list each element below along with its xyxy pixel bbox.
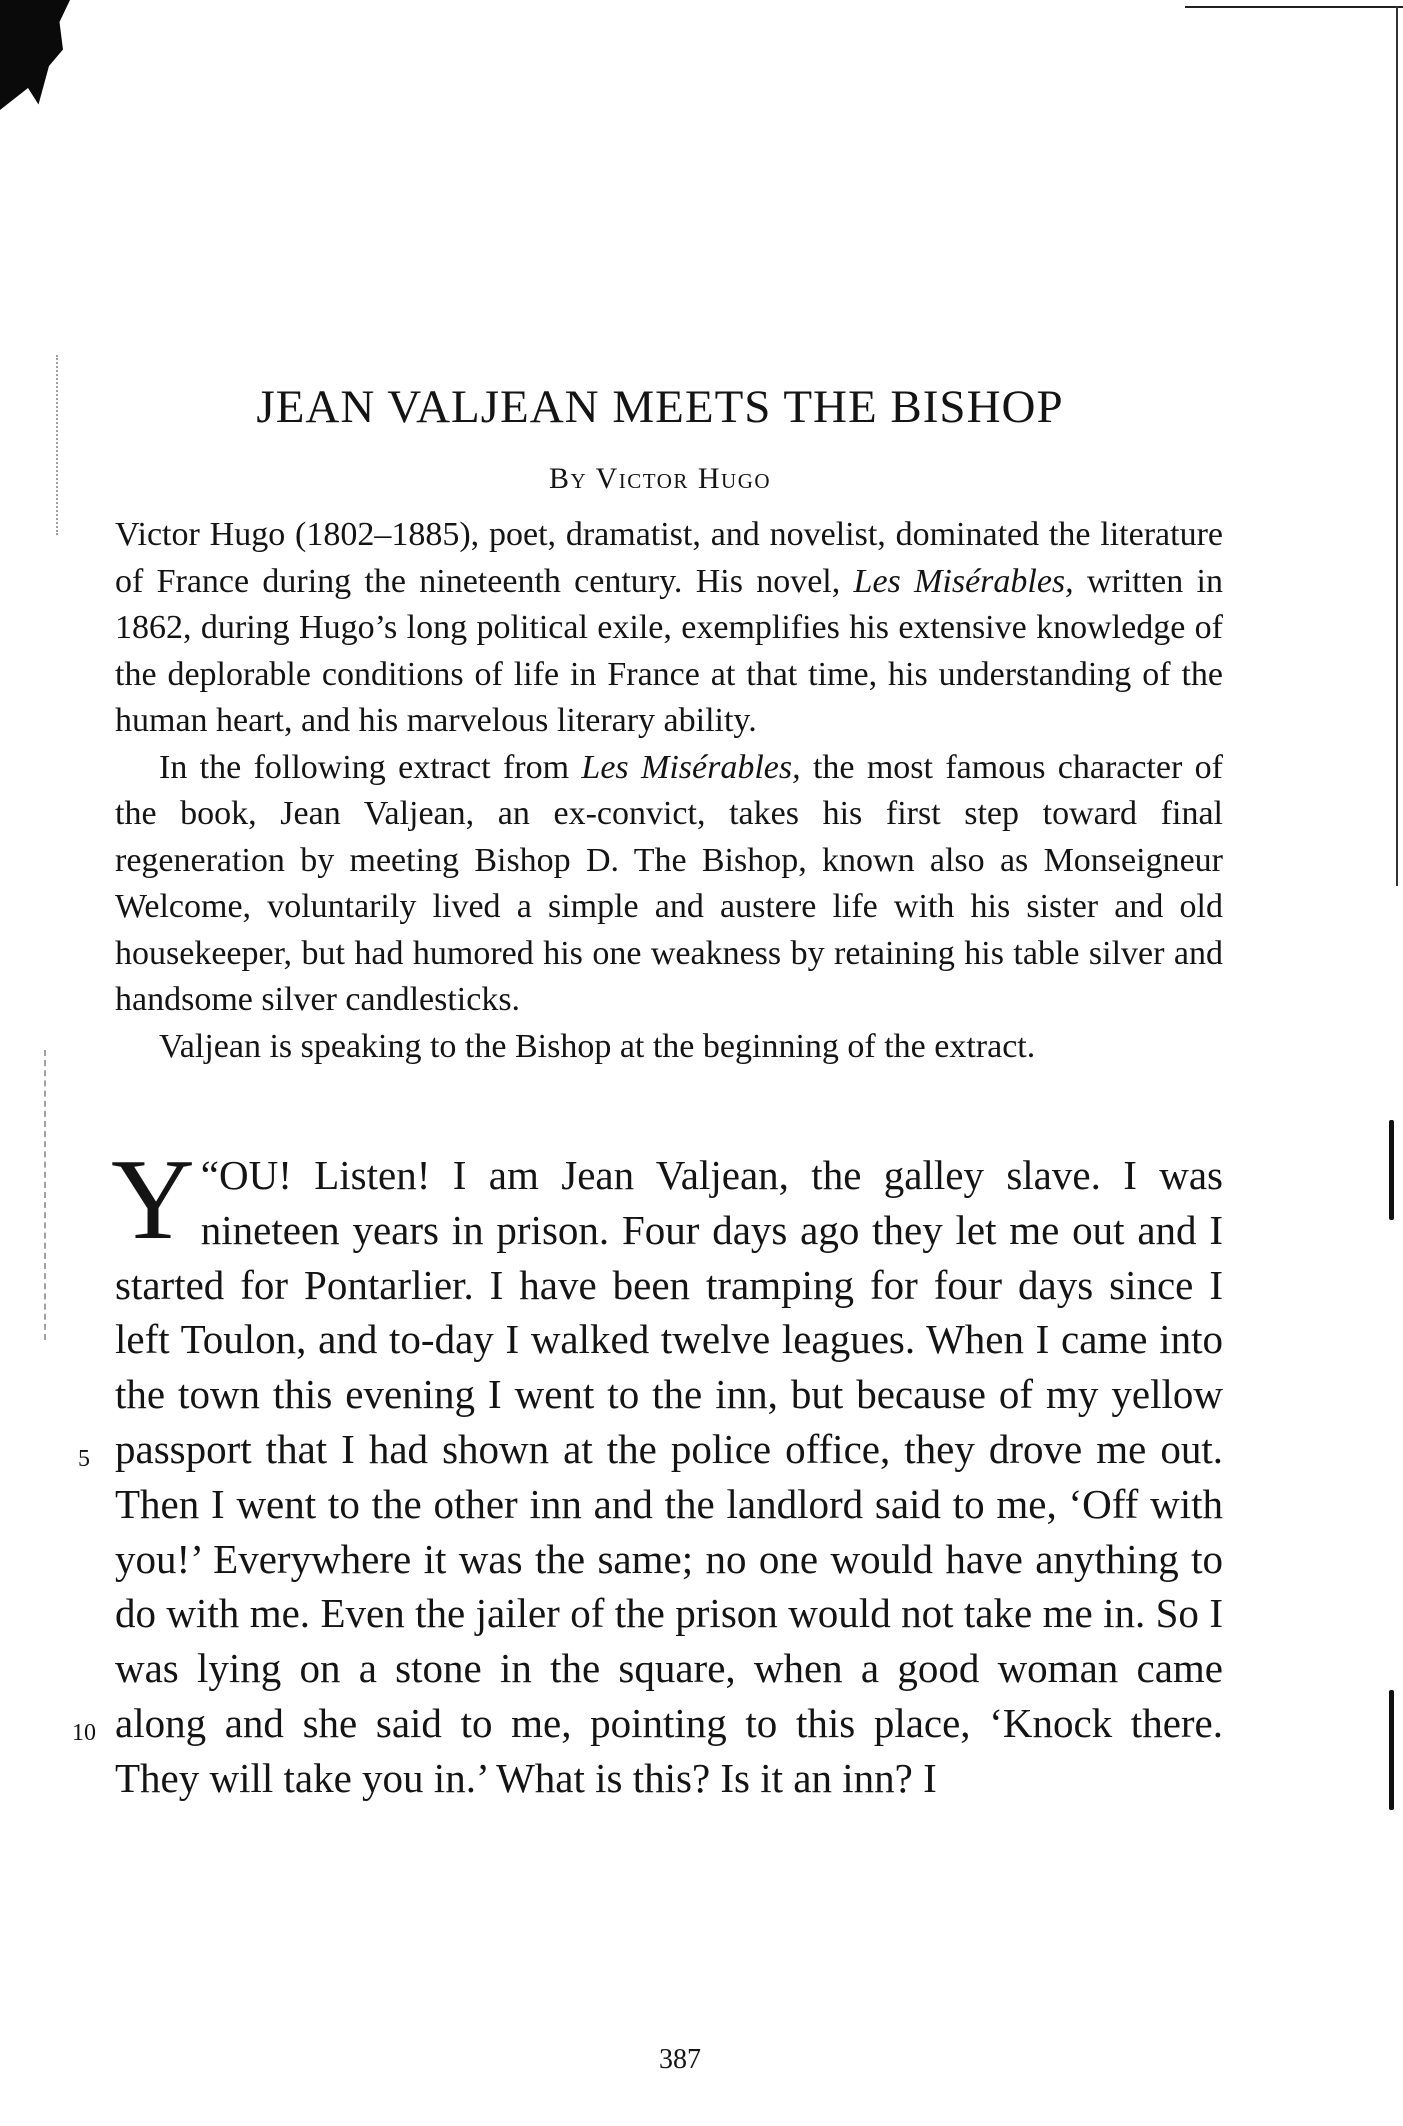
intro-paragraph [115, 745, 1223, 1024]
line-number: 10 [72, 1720, 96, 1746]
main-body-text: OU! Listen! I am Jean Valjean, the galley slave. I was nineteen years in prison. Four days ago they let me out and I started for Pontarlier. I have been tramping for four days since I left Toulon, and to-day I walked twelve leagues. When I came into the town this evening I went to the inn, but because of my yellow passport that I had shown at the police office, they drove me out. Then I went to the other inn and the landlord said to me, ‘Off with you!’ Everywhere it was the same; no one would have anything to do with me. Even the jailer of the prison would not take me in. So I was lying on a stone in the square, when a good woman came along and she said to me, pointing to this place, ‘Knock there. They will take you in.’ What is this? Is it an inn? I [115, 1152, 1223, 1801]
open-quote: “ [200, 1152, 219, 1198]
intro-text: Victor Hugo (1802–1885), poet, dramatist, and novelist, dominated the literature of France during the nineteenth century. His novel, [115, 516, 1223, 600]
scan-edge-shadow [0, 0, 70, 110]
right-edge-mark [1389, 1120, 1394, 1220]
intro-text: In the following extract from [159, 748, 582, 786]
intro-paragraph [115, 512, 1223, 745]
intro-text: written in 1862, during Hugo’s long political exile, exemplifies his extensive knowledge of the deplorable conditions of life in France at that time, his understanding of the human heart, and his marvelous literary ability. [115, 562, 1223, 739]
page-number: 387 [659, 2044, 701, 2075]
intro-text: the most famous character of the book, Jean Valjean, an ex-convict, takes his first step toward final regeneration by meeting Bishop D. The Bishop, known also as Monseigneur Welcome, voluntarily lived a simple and austere life with his sister and old housekeeper, but had humored his one weakness by retaining his table silver and handsome silver candlesticks. [115, 748, 1223, 1018]
book-title-italic: Les Misérables, [853, 562, 1074, 600]
main-paragraph [111, 1136, 1223, 1806]
line-number: 5 [78, 1446, 90, 1472]
intro-paragraph: Valjean is speaking to the Bishop at the beginning of the extract. [159, 1027, 1036, 1065]
chapter-title: JEAN VALJEAN MEETS THE BISHOP [256, 381, 1064, 433]
margin-scan-marks-lower [44, 1050, 76, 1340]
introduction [115, 512, 1223, 1070]
author-byline: By Victor Hugo [548, 462, 772, 495]
scan-frame-line-top [1185, 6, 1403, 8]
book-title-italic: Les Misérables, [581, 748, 801, 786]
drop-cap: Y [111, 1136, 195, 1264]
right-edge-mark [1389, 1690, 1394, 1810]
scan-frame-line-right [1396, 6, 1398, 886]
margin-scan-marks-upper [56, 355, 78, 535]
main-text [111, 1136, 1223, 1806]
